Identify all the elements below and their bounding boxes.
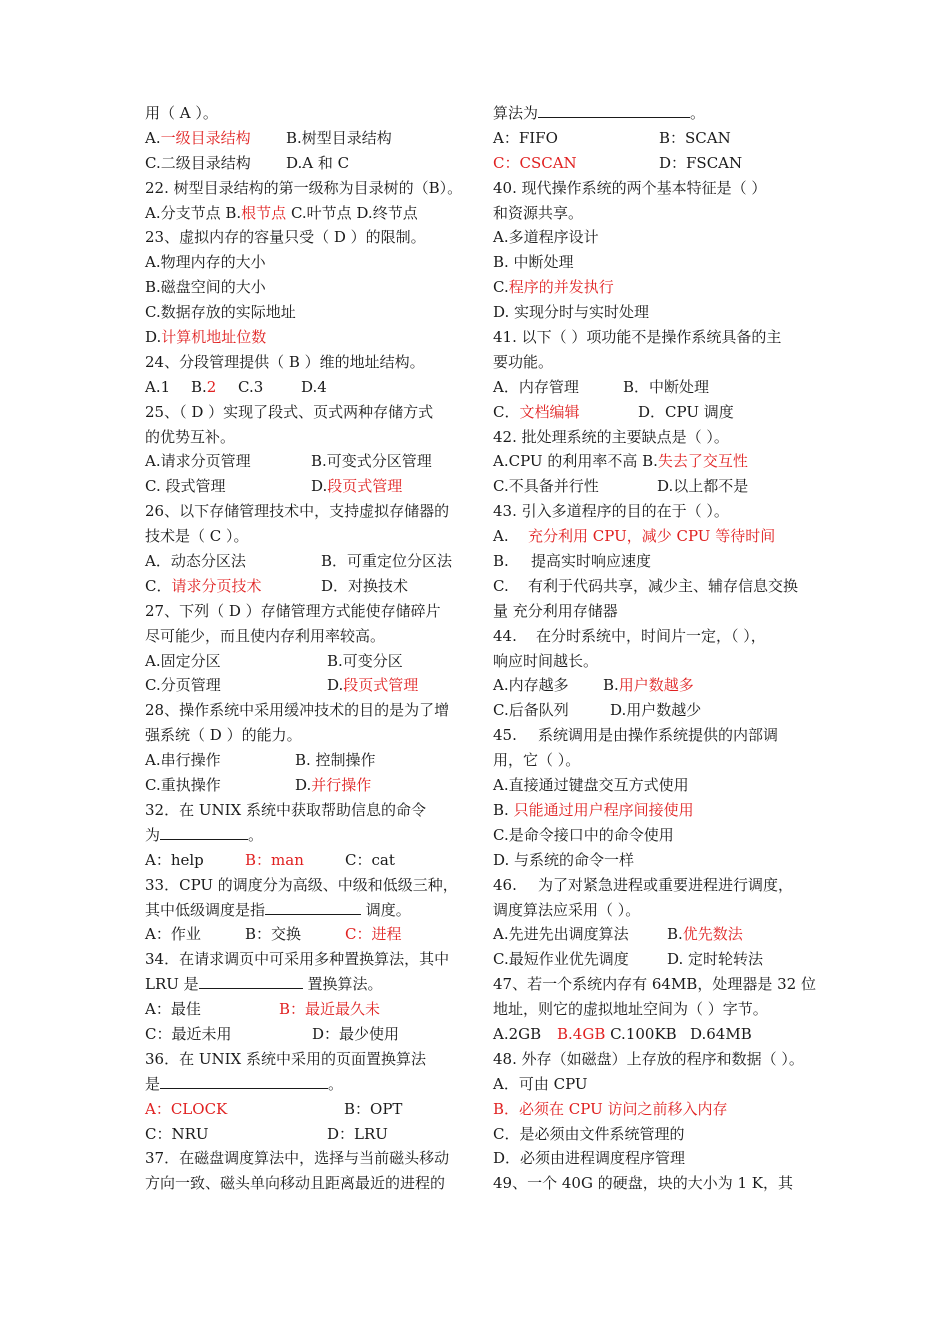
text-segment: A：最佳 [145, 1000, 201, 1019]
text-segment: 其中低级调度是指 [145, 900, 266, 919]
text-segment: 和资源共享。 [493, 203, 584, 222]
text-line [145, 151, 463, 176]
text-segment: B：交换 [245, 925, 302, 944]
text-segment: B．中断处理 [623, 377, 710, 396]
text-line [145, 947, 463, 972]
text-line [145, 275, 463, 300]
text-segment: 33．CPU 的调度分为高级、中级和低级三种， [145, 875, 458, 894]
text-segment: 算法为 [493, 104, 539, 122]
answer-highlight: 2 [206, 377, 217, 396]
text-line [145, 425, 463, 450]
text-line [145, 549, 463, 574]
text-line [493, 898, 813, 923]
text-line [493, 698, 813, 723]
text-segment: C.二级目录结构 [145, 153, 251, 172]
text-segment: LRU 是 [145, 975, 199, 994]
text-line [493, 997, 813, 1022]
text-line [145, 922, 463, 947]
text-segment: C：NRU [145, 1124, 209, 1143]
answer-highlight: 文档编辑 [519, 402, 580, 421]
text-segment: A.CPU 的利用率不高 B. [493, 452, 658, 471]
text-segment: 37．在磁盘调度算法中，选择与当前磁头移动 [145, 1149, 450, 1168]
text-line [493, 201, 813, 226]
text-segment: A.2GB [493, 1024, 542, 1043]
text-line [145, 1047, 463, 1072]
text-line [493, 1097, 813, 1122]
text-segment: 。 [248, 825, 264, 844]
answer-highlight: 段页式管理 [327, 477, 403, 496]
text-line [145, 773, 463, 798]
text-line [145, 972, 463, 997]
text-segment: C.分页管理 [145, 676, 221, 695]
text-segment: A.固定分区 [145, 651, 221, 670]
text-line [493, 101, 813, 126]
text-segment: A．内存管理 [493, 377, 579, 396]
text-segment: A．可由 CPU [493, 1074, 588, 1093]
text-line [493, 723, 813, 748]
text-segment: C． [145, 576, 172, 595]
answer-highlight: 失去了交互性 [657, 452, 748, 471]
text-segment: D. 与系统的命令一样 [493, 850, 635, 869]
text-segment: B.可变分区 [327, 651, 403, 670]
text-segment: 技术是（ C ）。 [145, 527, 249, 546]
text-segment: 28、操作系统中采用缓冲技术的目的是为了增 [145, 701, 450, 720]
text-segment: 45. [493, 726, 517, 745]
answer-blank [265, 898, 361, 915]
text-segment: A. [145, 128, 161, 147]
text-line [145, 449, 463, 474]
text-line [493, 773, 813, 798]
text-segment: 25、（ D ）实现了段式、页式两种存储方式 [145, 402, 434, 421]
text-segment: C：cat [345, 850, 395, 869]
text-segment: A.直接通过键盘交互方式使用 [493, 776, 689, 795]
text-segment: C.3 [238, 377, 264, 396]
text-line [145, 400, 463, 425]
text-line [493, 400, 813, 425]
text-line [493, 425, 813, 450]
text-segment: 。 [690, 104, 706, 122]
answer-highlight: 并行操作 [311, 776, 372, 795]
text-segment: 为了对紧急进程或重要进程进行调度， [538, 875, 794, 894]
text-line [145, 599, 463, 624]
text-segment: A. [493, 527, 509, 546]
answer-highlight: B：最近最久未 [279, 1000, 381, 1019]
text-segment: A.多道程序设计 [493, 228, 599, 247]
text-segment: 49、一个 40G 的硬盘，块的大小为 1 K，其 [493, 1174, 793, 1193]
text-segment: 23、虚拟内存的容量只受（ D ）的限制。 [145, 228, 426, 247]
text-line [493, 873, 813, 898]
answer-highlight: B．必须在 CPU 访问之前移入内存 [493, 1099, 728, 1118]
text-segment: D. [145, 328, 162, 347]
text-segment: D．CPU 调度 [638, 402, 734, 421]
text-segment: B．可重定位分区法 [321, 552, 453, 571]
text-line [493, 922, 813, 947]
text-segment: 34．在请求调页中可采用多种置换算法，其中 [145, 950, 450, 969]
text-line [493, 748, 813, 773]
text-segment: B. [493, 800, 514, 819]
text-segment: C.叶节点 D.终节点 [286, 203, 418, 222]
text-segment: 量 充分利用存储器 [493, 601, 618, 620]
text-segment: 强系统（ D ）的能力。 [145, 726, 302, 745]
text-segment: D. 定时轮转法 [667, 950, 764, 969]
text-segment: B.树型目录结构 [286, 128, 392, 147]
answer-highlight: 优先数法 [682, 925, 743, 944]
text-segment: C.100KB [605, 1024, 677, 1043]
text-segment: B. 控制操作 [295, 751, 376, 770]
answer-blank [199, 972, 303, 989]
text-segment: 用（ A ）。 [145, 104, 218, 122]
answer-highlight: 根节点 [241, 203, 287, 222]
text-line [145, 499, 463, 524]
text-segment: B.可变式分区管理 [311, 452, 432, 471]
text-segment: 为 [145, 825, 161, 844]
text-segment: D.用户数越少 [610, 701, 702, 720]
text-segment: C.最短作业优先调度 [493, 950, 629, 969]
answer-highlight: 只能通过用户程序间接使用 [513, 800, 694, 819]
text-line [493, 176, 813, 201]
text-segment: 的优势互补。 [145, 427, 236, 446]
text-segment: A：作业 [145, 925, 201, 944]
text-line [493, 649, 813, 674]
text-line [145, 524, 463, 549]
answer-highlight: 计算机地址位数 [161, 328, 267, 347]
text-line [145, 723, 463, 748]
text-segment: C.后备队列 [493, 701, 569, 720]
answer-highlight: C：CSCAN [493, 153, 577, 172]
text-line [145, 225, 463, 250]
text-line [493, 1146, 813, 1171]
text-segment: C：最近未用 [145, 1024, 232, 1043]
text-segment: B：OPT [344, 1099, 403, 1118]
text-segment: A：help [145, 850, 204, 869]
text-segment: 47、若一个系统内存有 64MB，处理器是 32 位 [493, 975, 816, 994]
text-segment: D.64MB [690, 1024, 752, 1043]
text-line [493, 325, 813, 350]
text-line [493, 1022, 813, 1047]
text-line [145, 300, 463, 325]
text-segment: D．对换技术 [321, 576, 409, 595]
answer-highlight: 请求分页技术 [171, 576, 262, 595]
text-line [493, 673, 813, 698]
text-segment: D：LRU [327, 1124, 388, 1143]
text-line [145, 201, 463, 226]
text-segment: 用，它（ ）。 [493, 751, 581, 770]
text-line [145, 1097, 463, 1122]
text-segment: 在分时系统中，时间片一定，（ ）， [536, 626, 766, 645]
text-line [145, 250, 463, 275]
text-line [493, 126, 813, 151]
text-segment: A.1 [145, 377, 171, 396]
text-segment: D. 实现分时与实时处理 [493, 303, 650, 322]
answer-highlight: 段页式管理 [343, 676, 419, 695]
text-segment: C. 段式管理 [145, 477, 226, 496]
text-line [145, 649, 463, 674]
right-column [493, 101, 816, 1196]
text-line [493, 375, 813, 400]
text-line [145, 1146, 463, 1171]
text-segment: 48. 外存（如磁盘）上存放的程序和数据（ ）。 [493, 1049, 804, 1068]
left-column [145, 101, 463, 1196]
text-segment: D．必须由进程调度程序管理 [493, 1149, 686, 1168]
text-line [493, 1171, 813, 1196]
text-line [493, 300, 813, 325]
text-line [493, 1047, 813, 1072]
text-segment: C.重执操作 [145, 776, 221, 795]
text-line [145, 1072, 463, 1097]
text-segment: A.分支节点 B. [145, 203, 242, 222]
text-line [493, 848, 813, 873]
text-line [145, 873, 463, 898]
text-segment: A.物理内存的大小 [145, 253, 266, 272]
text-line [145, 698, 463, 723]
text-segment: C. [493, 278, 509, 297]
text-segment: 是 [145, 1074, 161, 1093]
text-line [493, 599, 813, 624]
text-segment: 27、下列（ D ）存储管理方式能使存储碎片 [145, 601, 441, 620]
text-segment: 。 [328, 1074, 344, 1093]
text-line [493, 474, 813, 499]
text-segment: 调度算法应采用（ ）。 [493, 900, 641, 919]
text-line [145, 325, 463, 350]
text-segment: 32．在 UNIX 系统中获取帮助信息的命令 [145, 800, 426, 819]
text-segment: 方向一致、磁头单向移动且距离最近的进程的 [145, 1174, 446, 1193]
text-line [145, 1022, 463, 1047]
text-segment: B. [667, 925, 683, 944]
text-segment: 尽可能少，而且使内存利用率较高。 [145, 626, 386, 645]
text-line [493, 151, 813, 176]
text-line [145, 350, 463, 375]
text-segment: 置换算法。 [302, 975, 383, 994]
text-line [493, 798, 813, 823]
text-segment: A：FIFO [493, 128, 558, 147]
text-line [145, 748, 463, 773]
text-line [493, 225, 813, 250]
text-line [493, 549, 813, 574]
text-segment: C．是必须由文件系统管理的 [493, 1124, 685, 1143]
text-segment: C.数据存放的实际地址 [145, 303, 296, 322]
text-segment: 41. 以下（ ）项功能不是操作系统具备的主 [493, 328, 782, 347]
text-segment: D. [327, 676, 344, 695]
text-line [145, 176, 463, 201]
text-line [145, 997, 463, 1022]
text-segment: B.磁盘空间的大小 [145, 278, 266, 297]
text-segment: C.不具备并行性 [493, 477, 599, 496]
text-segment: A.请求分页管理 [145, 452, 251, 471]
text-line [493, 449, 813, 474]
text-segment: A．动态分区法 [145, 552, 246, 571]
text-segment: 36．在 UNIX 系统中采用的页面置换算法 [145, 1049, 426, 1068]
text-segment: B. 中断处理 [493, 253, 574, 272]
answer-highlight: C：进程 [345, 925, 402, 944]
text-line [145, 673, 463, 698]
text-segment: 24、分段管理提供（ B ）维的地址结构。 [145, 352, 425, 371]
text-line [493, 624, 813, 649]
text-segment: 有利于代码共享，减少主、辅存信息交换 [528, 576, 799, 595]
text-segment: 42. 批处理系统的主要缺点是（ ）。 [493, 427, 729, 446]
text-segment: A.串行操作 [145, 751, 221, 770]
text-line [493, 350, 813, 375]
text-segment: 调度。 [361, 900, 411, 919]
answer-highlight: A：CLOCK [145, 1099, 228, 1118]
text-line [145, 1122, 463, 1147]
text-line [145, 101, 463, 126]
text-line [493, 275, 813, 300]
text-segment: B. [191, 377, 207, 396]
text-segment: 提高实时响应速度 [531, 552, 652, 571]
answer-highlight: 程序的并发执行 [508, 278, 614, 297]
text-segment: 46. [493, 875, 517, 894]
text-segment: 系统调用是由操作系统提供的内部调 [538, 726, 779, 745]
text-line [493, 1072, 813, 1097]
text-segment: 43. 引入多道程序的目的在于（ ）。 [493, 502, 729, 521]
text-segment: 40. 现代操作系统的两个基本特征是（ ） [493, 178, 767, 197]
answer-blank [160, 823, 248, 840]
text-segment: C． [493, 402, 520, 421]
text-segment: A.先进先出调度算法 [493, 925, 629, 944]
text-segment: 44. [493, 626, 517, 645]
answer-blank [538, 101, 690, 118]
text-segment: D.A 和 C [286, 153, 350, 172]
text-line [145, 574, 463, 599]
text-line [145, 624, 463, 649]
answer-highlight: B：man [245, 850, 304, 869]
text-line [493, 250, 813, 275]
text-segment: D：FSCAN [659, 153, 743, 172]
text-segment: 响应时间越长。 [493, 651, 599, 670]
text-line [145, 375, 463, 400]
text-line [493, 574, 813, 599]
text-segment: 22. 树型目录结构的第一级称为目录树的（B）。 [145, 178, 463, 197]
answer-highlight: 用户数越多 [618, 676, 694, 695]
text-segment: C.是命令接口中的命令使用 [493, 825, 674, 844]
text-line [493, 524, 813, 549]
text-line [145, 798, 463, 823]
answer-highlight: 充分利用 CPU，减少 CPU 等待时间 [528, 527, 776, 546]
text-segment: 要功能。 [493, 352, 554, 371]
text-line [145, 1171, 463, 1196]
text-line [493, 947, 813, 972]
text-segment: D.4 [301, 377, 327, 396]
text-line [145, 823, 463, 848]
text-segment: D. [311, 477, 328, 496]
text-line [493, 972, 816, 997]
text-segment: A.内存越多 [493, 676, 569, 695]
text-segment: B：SCAN [659, 128, 731, 147]
text-line [145, 848, 463, 873]
answer-highlight: 一级目录结构 [160, 128, 251, 147]
text-segment: D：最少使用 [312, 1024, 400, 1043]
text-segment: C. [493, 576, 509, 595]
answer-blank [160, 1072, 328, 1089]
text-segment: B. [603, 676, 619, 695]
text-segment: D.以上都不是 [657, 477, 749, 496]
text-line [493, 823, 813, 848]
text-segment: B. [493, 552, 509, 571]
text-line [145, 898, 463, 923]
answer-highlight: B.4GB [557, 1024, 606, 1043]
text-segment: 26、以下存储管理技术中，支持虚拟存储器的 [145, 502, 450, 521]
text-line [145, 474, 463, 499]
text-line [493, 499, 813, 524]
text-segment: D. [295, 776, 312, 795]
text-line [145, 126, 463, 151]
text-segment: 地址，则它的虚拟地址空间为（ ）字节。 [493, 1000, 768, 1019]
text-line [493, 1122, 813, 1147]
